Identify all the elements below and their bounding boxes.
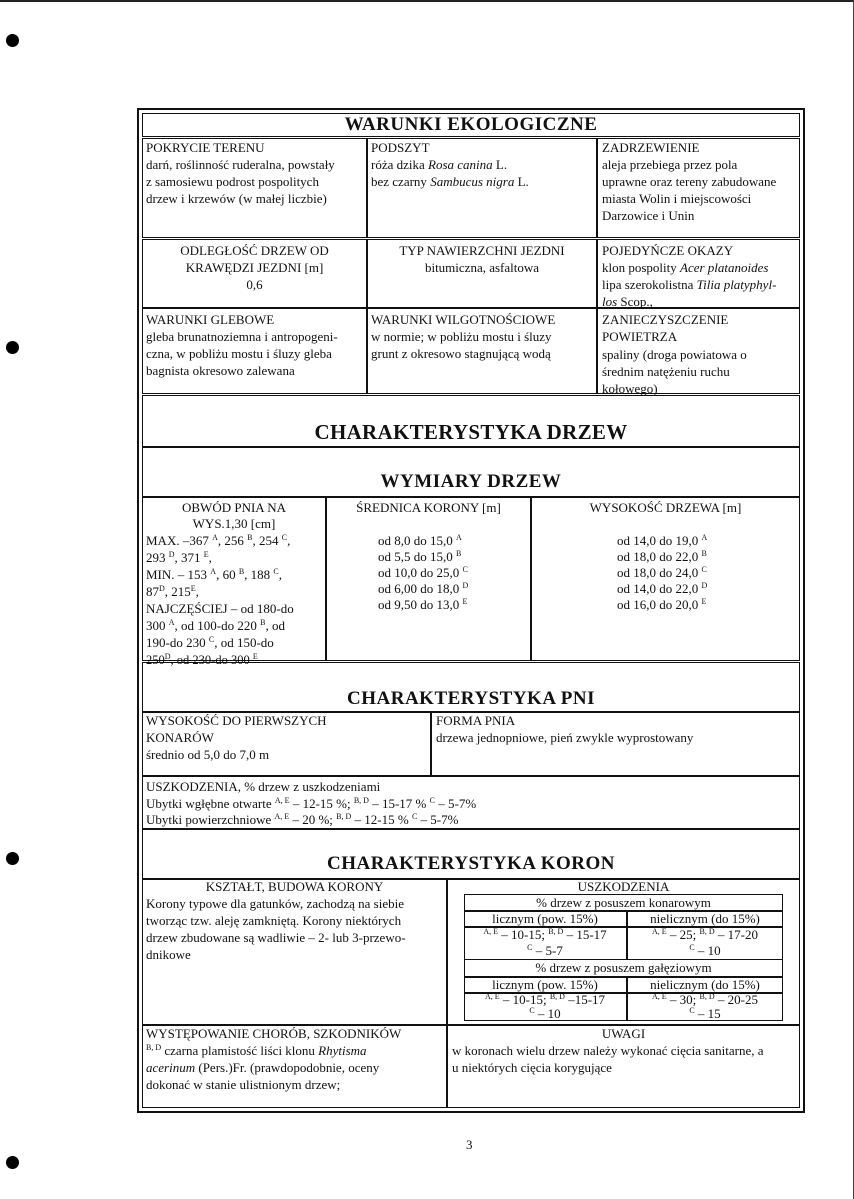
pni-title: CHARAKTERYSTYKA PNI [347, 688, 595, 709]
ubytki-wglebne: Ubytki wgłębne otwarte $^{A, E}$ – 12-15 %; $^{B, D}$ – 15-17 % $^C$ – 5-7% [146, 796, 477, 811]
ecological-title: WARUNKI EKOLOGICZNE [344, 114, 598, 135]
obwod-label: WYS.1,30 [cm] [192, 516, 276, 531]
choroby-label: WYSTĘPOWANIE CHORÓB, SZKODNIKÓW [146, 1026, 402, 1041]
uwagi-line: u niektórych cięcia korygujące [452, 1060, 612, 1075]
konar-nielicznym-value: $^C$ – 10 [689, 943, 721, 958]
galeziowy-label: % drzew z posuszem gałęziowym [535, 960, 712, 975]
uwagi-line: w koronach wielu drzew należy wykonać cięcia sanitarne, a [452, 1043, 764, 1058]
zadrzewienie-line: miasta Wolin i miejscowości [602, 191, 752, 206]
podszyt-line: bez czarny Sambucus nigra L. [371, 174, 529, 189]
binder-hole [6, 852, 19, 865]
wilgotnosciowe-line: w normie; w pobliżu mostu i śluzy [371, 329, 552, 344]
dims-title: WYMIARY DRZEW [380, 471, 562, 492]
srednica-value: od 9,50 do 13,0 $^E$ [378, 597, 468, 612]
galaz-licznym-value: $^{A, E}$ – 10-15; $^{B, D}$ –15-17 [484, 992, 606, 1007]
konar-nielicznym-value: $^{A, E}$ – 25; $^{B, D}$ – 17-20 [651, 927, 758, 942]
obwod-min: MIN. – 153 $^A$, 60 $^B$, 188 $^C$, [146, 567, 282, 582]
zadrzewienie-line: Darzowice i Unin [602, 208, 695, 223]
pojedyncze-line: lipa szerokolistna Tilia platyphyl- [602, 277, 777, 292]
srednica-label: ŚREDNICA KORONY [m] [356, 500, 501, 515]
form-frame [137, 108, 805, 1113]
ksztalt-line: drzew zbudowane są wadliwie – 2- lub 3-przewo- [146, 930, 406, 945]
koron-title: CHARAKTERYSTYKA KORON [326, 853, 615, 874]
pojedyncze-label: POJEDYŃCZE OKAZY [602, 243, 734, 258]
konar-licznym-value: $^{A, E}$ – 10-15; $^{B, D}$ – 15-17 [483, 927, 607, 942]
wysokosc-value: od 14,0 do 19,0 $^A$ [617, 533, 708, 548]
srednica-value: od 6,00 do 18,0 $^D$ [378, 581, 469, 596]
galaz-nielicznym-value: $^C$ – 15 [689, 1006, 721, 1021]
ksztalt-line: Korony typowe dla gatunków, zachodzą na siebie [146, 896, 404, 911]
binder-hole [6, 34, 19, 47]
wysokosc-label: WYSOKOŚĆ DRZEWA [m] [589, 500, 742, 515]
zanieczyszczenie-label: POWIETRZA [602, 329, 678, 344]
konar-licznym-value: $^C$ – 5-7 [527, 943, 563, 958]
typ-label: TYP NAWIERZCHNI JEZDNI [399, 243, 565, 258]
srednica-value: od 5,5 do 15,0 $^B$ [378, 549, 462, 564]
obwod-max: MAX. –367 $^A$, 256 $^B$, 254 $^C$, [146, 533, 291, 548]
ubytki-powierzchniowe: Ubytki powierzchniowe $^{A, E}$ – 20 %; $^{B, D}$ – 12-15 % $^C$ – 5-7% [146, 812, 459, 827]
zadrzewienie-line: uprawne oraz tereny zabudowane [602, 174, 777, 189]
glebowe-label: WARUNKI GLEBOWE [146, 312, 275, 327]
zanieczyszczenie-label: ZANIECZYSZCZENIE [602, 312, 729, 327]
uwagi-label: UWAGI [601, 1026, 646, 1041]
pokrycie-line: drzew i krzewów (w małej liczbie) [146, 191, 327, 206]
nielicznym-label: nielicznym (do 15%) [650, 977, 760, 992]
wys-konarow-label: KONARÓW [146, 730, 214, 745]
obwod-max: 293 $^D$, 371 $^E$, [146, 550, 212, 565]
srednica-value: od 8,0 do 15,0 $^A$ [378, 533, 462, 548]
pokrycie-line: z samosiewu podrost pospolitych [146, 174, 319, 189]
choroby-line: $^{B, D}$ czarna plamistość liści klonu Rhytisma [146, 1043, 367, 1058]
wys-konarow-label: WYSOKOŚĆ DO PIERWSZYCH [146, 713, 327, 728]
wysokosc-value: od 18,0 do 22,0 $^B$ [617, 549, 707, 564]
konarowy-label: % drzew z posuszem konarowym [536, 895, 711, 910]
wilgotnosciowe-line: grunt z okresowo stagnującą wodą [371, 346, 551, 361]
licznym-label: licznym (pow. 15%) [492, 911, 598, 926]
obwod-najczesciej: NAJCZĘŚCIEJ – od 180-do [146, 601, 294, 616]
wysokosc-value: od 16,0 do 20,0 $^E$ [617, 597, 707, 612]
wilgotnosciowe-label: WARUNKI WILGOTNOŚCIOWE [371, 312, 556, 327]
pojedyncze-line: los Scop., [602, 294, 653, 309]
glebowe-line: czna, w pobliżu mostu i śluzy gleba [146, 346, 332, 361]
form-body [142, 113, 800, 1108]
licznym-label: licznym (pow. 15%) [492, 977, 598, 992]
galaz-licznym-value: $^C$ – 10 [529, 1006, 561, 1021]
odleglosc-label: ODLEGŁOŚĆ DRZEW OD [180, 243, 329, 258]
pokrycie-label: POKRYCIE TERENU [146, 140, 265, 155]
nielicznym-label: nielicznym (do 15%) [650, 911, 760, 926]
wysokosc-value: od 14,0 do 22,0 $^D$ [617, 581, 708, 596]
zadrzewienie-line: aleja przebiega przez pola [602, 157, 738, 172]
choroby-line: dokonać w stanie ulistnionym drzew; [146, 1077, 341, 1092]
zanieczyszczenie-line: spaliny (droga powiatowa o [602, 347, 747, 362]
binder-hole [6, 341, 19, 354]
typ-value: bitumiczna, asfaltowa [424, 260, 540, 275]
obwod-najczesciej: 190-do 230 $^C$, od 150-do [146, 635, 274, 650]
zadrzewienie-label: ZADRZEWIENIE [602, 140, 700, 155]
pokrycie-line: darń, roślinność ruderalna, powstały [146, 157, 335, 172]
srednica-value: od 10,0 do 25,0 $^C$ [378, 565, 468, 580]
obwod-najczesciej: $250^D$, od 230-do 300 $^E$ [146, 652, 258, 667]
forma-pnia-label: FORMA PNIA [436, 713, 516, 728]
obwod-najczesciej: 300 $^A$, od 100-do 220 $^B$, od [146, 618, 285, 633]
koron-uszkodzenia-label: USZKODZENIA [577, 879, 670, 894]
page-edge [0, 0, 854, 2]
binder-hole [6, 1156, 19, 1169]
galaz-nielicznym-value: $^{A, E}$ – 30; $^{B, D}$ – 20-25 [651, 992, 758, 1007]
ksztalt-label: KSZTAŁT, BUDOWA KORONY [205, 879, 384, 894]
forma-pnia-value: drzewa jednopniowe, pień zwykle wyprostowany [436, 730, 694, 745]
zanieczyszczenie-line: średnim natężeniu ruchu [602, 364, 730, 379]
glebowe-line: gleba brunatnoziemna i antropogeni- [146, 329, 338, 344]
obwod-label: OBWÓD PNIA NA [182, 500, 286, 515]
pojedyncze-line: klon pospolity Acer platanoides [602, 260, 769, 275]
ksztalt-line: dnikowe [146, 947, 191, 962]
pni-uszkodzenia-label: USZKODZENIA, % drzew z uszkodzeniami [146, 779, 381, 794]
obwod-min: $87^D$, $215^E$, [146, 584, 199, 599]
wys-konarow-value: średnio od 5,0 do 7,0 m [146, 747, 270, 762]
odleglosc-value: 0,6 [246, 277, 263, 292]
glebowe-line: bagnista okresowo zalewana [146, 363, 295, 378]
page-number: 3 [466, 1137, 473, 1152]
choroby-line: acerinum (Pers.)Fr. (prawdopodobnie, oceny [146, 1060, 380, 1075]
odleglosc-label: KRAWĘDZI JEZDNI [m] [185, 260, 324, 275]
trees-title: CHARAKTERYSTYKA DRZEW [314, 420, 628, 444]
podszyt-label: PODSZYT [371, 140, 430, 155]
podszyt-line: róża dzika Rosa canina L. [371, 157, 508, 172]
wysokosc-value: od 18,0 do 24,0 $^C$ [617, 565, 707, 580]
ksztalt-line: tworząc tzw. aleję zamkniętą. Korony niektórych [146, 913, 402, 928]
zanieczyszczenie-line: kołowego) [602, 381, 658, 396]
